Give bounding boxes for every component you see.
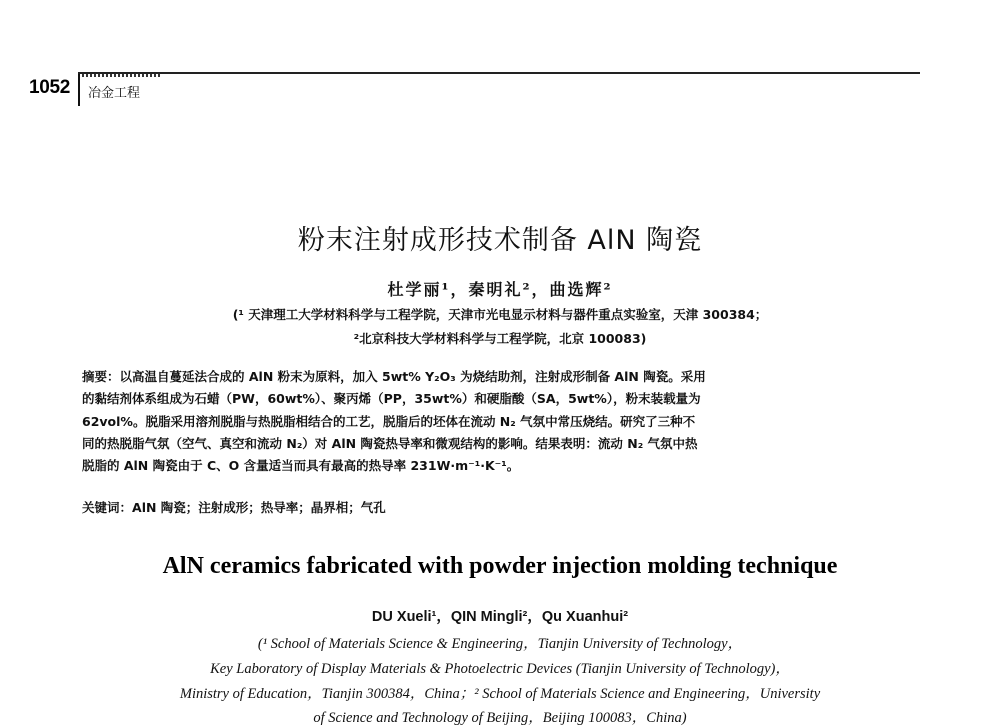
- header-hatch-decoration: [82, 74, 162, 77]
- abstract-line-4: 同的热脱脂气氛（空气、真空和流动 N₂）对 AlN 陶瓷热导率和微观结构的影响。结果表明：流动 N₂ 气氛中热: [82, 435, 698, 451]
- chinese-abstract: [82, 366, 920, 477]
- english-title: AlN ceramics fabricated with powder injection molding technique: [162, 553, 838, 579]
- chinese-affiliation-line-2: ²北京科技大学材料科学与工程学院，北京 100083): [353, 331, 647, 346]
- english-affiliation-line-2: Key Laboratory of Display Materials & Photoelectric Devices (Tianjin University of Technology)，: [210, 661, 790, 677]
- keywords-text: AlN 陶瓷；注射成形；热导率；晶界相；气孔: [132, 500, 386, 515]
- english-authors: DU Xueli¹，QIN Mingli²，Qu Xuanhui²: [371, 609, 629, 625]
- header-vertical-rule: [78, 72, 80, 106]
- abstract-line-3: 62vol%。脱脂采用溶剂脱脂与热脱脂相结合的工艺，脱脂后的坯体在流动 N₂ 气氛中常压烧结。研究了三种不: [82, 413, 696, 429]
- abstract-text-1: 以高温自蔓延法合成的 AlN 粉末为原料，加入 5wt% Y₂O₃ 为烧结助剂，注射成形制备 AlN 陶瓷。采用: [119, 369, 706, 384]
- chinese-title: 粉末注射成形技术制备 AlN 陶瓷: [297, 225, 703, 256]
- chinese-affiliation-line-1: (¹ 天津理工大学材料科学与工程学院，天津市光电显示材料与器件重点实验室，天津 300384；: [232, 307, 768, 322]
- journal-name: 冶金工程: [88, 86, 141, 101]
- header-rule: [78, 72, 920, 74]
- abstract-line-1: [82, 366, 920, 388]
- english-affiliation-line-1: (¹ School of Materials Science & Engineering，Tianjin University of Technology，: [257, 636, 743, 652]
- english-affiliation-line-3: Ministry of Education，Tianjin 300384，China；² School of Materials Science and Engineering，University: [179, 686, 821, 702]
- chinese-authors: 杜学丽¹，秦明礼²，曲选辉²: [387, 280, 613, 299]
- abstract-line-2: 的黏结剂体系组成为石蜡（PW，60wt%）、聚丙烯（PP，35wt%）和硬脂酸（SA，5wt%），粉末装载量为: [82, 391, 701, 407]
- abstract-label: 摘要：: [82, 369, 120, 384]
- page-number: 1052: [29, 77, 71, 98]
- chinese-keywords: [82, 498, 920, 516]
- english-affiliation-line-4: of Science and Technology of Beijing，Beijing 100083，China): [313, 710, 687, 726]
- abstract-line-5: 脱脂的 AlN 陶瓷由于 C、O 含量适当而具有最高的热导率 231W·m⁻¹·K⁻¹。: [82, 458, 520, 474]
- keywords-label: 关键词：: [82, 500, 133, 515]
